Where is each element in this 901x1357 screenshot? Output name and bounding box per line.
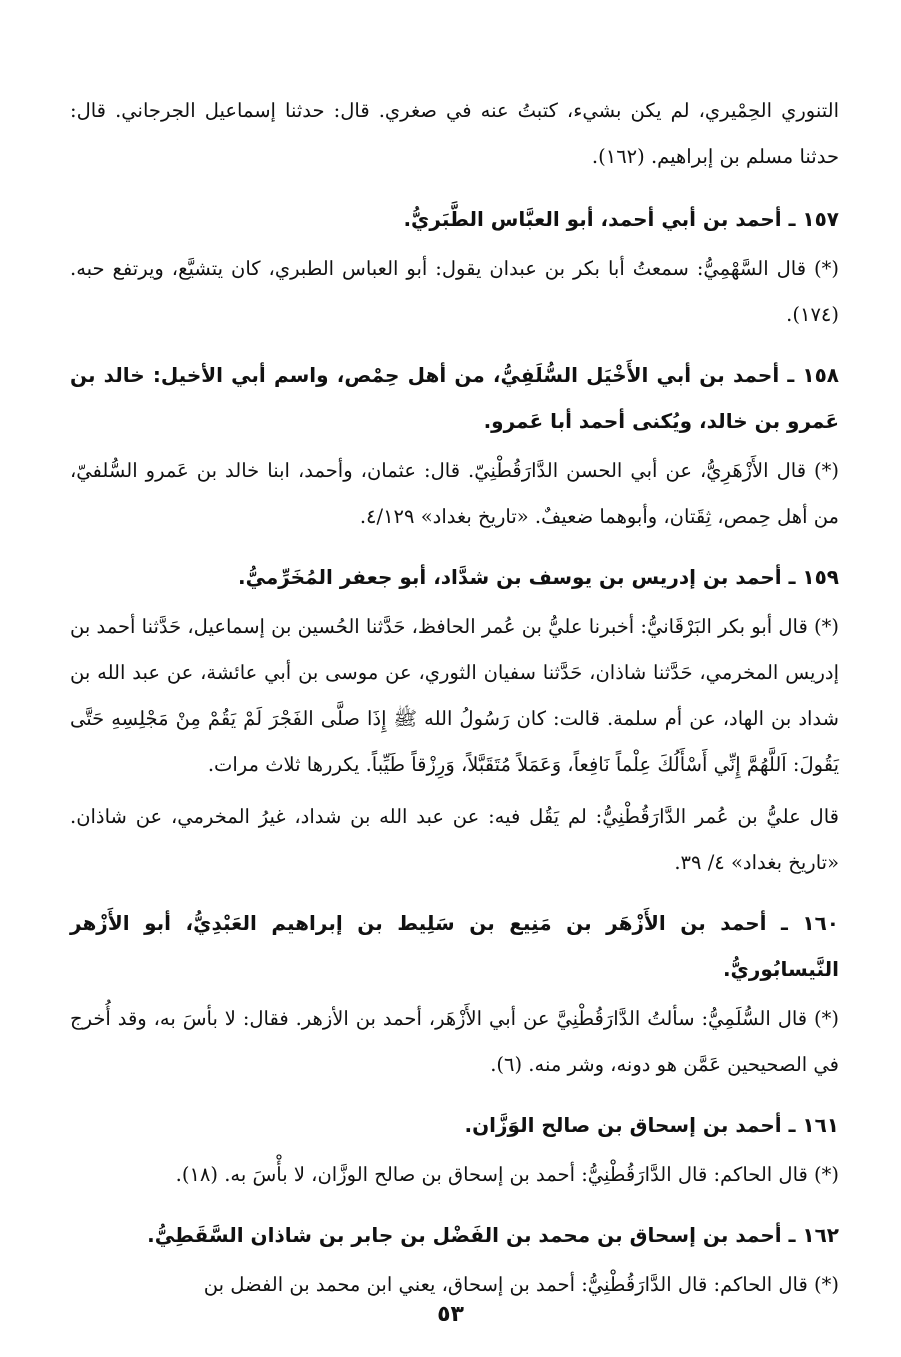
continuation-paragraph: التنوري الحِمْيري، لم يكن بشيء، كتبتُ عنه في صغري. قال: حدثنا إسماعيل الجرجاني. قال: حدثنا مسلم بن إبراهيم. (١٦٢).	[70, 99, 839, 168]
entry-body	[70, 996, 839, 1088]
entry-body	[70, 246, 839, 338]
entry-159	[70, 554, 839, 886]
page-number: ٥٣	[437, 1302, 464, 1327]
entry-title: ١٥٨ ـ أحمد بن أبي الأَخْيَل السُّلَفِيُّ، من أهل حِمْص، واسم أبي الأخيل: خالد بن عَمرو بن خالد، ويُكنى أحمد أبا عَمرو.	[70, 363, 839, 433]
entry-body	[70, 448, 839, 540]
entry-paragraph: (*) قال أبو بكر البَرْقَانيُّ: أخبرنا عليُّ بن عُمر الحافظ، حَدَّثنا الحُسين بن إسماعيل، حَدَّثنا أحمد بن إدريس المخرمي، حَدَّثنا شاذان، حَدَّثنا سفيان الثوري، عن موسى بن أبي عائشة، عن عبد الله بن شداد بن الهاد، عن أم سلمة. قالت: كان رَسُولُ الله ﷺ إِذَا صلَّى الفَجْرَ لَمْ يَقُمْ مِنْ مَجْلِسِهِ حَتَّى يَقُولَ: اَللَّهُمَّ إِنِّي أَسْأَلُكَ عِلْماً نَافِعاً، وَعَمَلاً مُتَقَبَّلاً، وَرِزْقاً طَيِّباً. يكررها ثلاث مرات.	[70, 615, 839, 776]
entry-158	[70, 352, 839, 540]
entry-body	[70, 1152, 839, 1198]
entry-title: ١٦٠ ـ أحمد بن الأَزْهَر بن مَنِيع بن سَلِيط بن إبراهيم العَبْدِيُّ، أبو الأَزْهر النَّيسابُوريُّ.	[70, 911, 839, 981]
entry-body	[70, 604, 839, 886]
entry-161	[70, 1102, 839, 1198]
entry-paragraph: (*) قال الأَزْهَرِيُّ، عن أبي الحسن الدَّارَقُطْنِيّ. قال: عثمان، وأحمد، ابنا خالد بن عَمرو السُّلفيّ، من أهل حِمص، ثِقَتان، وأبوهما ضعيفٌ. «تاريخ بغداد» ٤/١٢٩.	[70, 459, 839, 528]
entry-160	[70, 900, 839, 1088]
entry-paragraph: (*) قال السُّلَمِيُّ: سألتُ الدَّارَقُطْنِيَّ عن أبي الأَزْهَر، أحمد بن الأزهر. فقال: لا بأسَ به، وقد أُخرج في الصحيحين عَمَّن هو دونه، وشر منه. (٦).	[70, 1007, 839, 1076]
entry-paragraph: (*) قال الحاكم: قال الدَّارَقُطْنِيُّ: أحمد بن إسحاق، يعني ابن محمد بن الفضل بن	[203, 1273, 839, 1296]
entry-title: ١٦٢ ـ أحمد بن إسحاق بن محمد بن الفَضْل بن جابر بن شاذان السَّقَطِيُّ.	[147, 1223, 839, 1247]
entry-title: ١٥٧ ـ أحمد بن أبي أحمد، أبو العبَّاس الطَّبَريُّ.	[403, 207, 839, 231]
entry-paragraph: قال عليُّ بن عُمر الدَّارَقُطْنِيُّ: لم يَقُل فيه: عن عبد الله بن شداد، غيرُ المخرمي، عن شاذان. «تاريخ بغداد» ٤/ ٣٩.	[70, 805, 839, 874]
entry-title: ١٦١ ـ أحمد بن إسحاق بن صالح الوَزَّان.	[464, 1113, 839, 1137]
entry-157	[70, 196, 839, 338]
entry-162	[70, 1212, 839, 1308]
entry-title: ١٥٩ ـ أحمد بن إدريس بن يوسف بن شدَّاد، أبو جعفر المُخَرِّميُّ.	[238, 565, 839, 589]
entry-paragraph: (*) قال السَّهْمِيُّ: سمعتُ أبا بكر بن عبدان يقول: أبو العباس الطبري، كان يتشيَّع، ويرتفع حبه. (١٧٤).	[70, 257, 839, 326]
entry-paragraph: (*) قال الحاكم: قال الدَّارَقُطْنِيُّ: أحمد بن إسحاق بن صالح الوزَّان، لا بأْسَ به. (١٨).	[175, 1163, 839, 1186]
